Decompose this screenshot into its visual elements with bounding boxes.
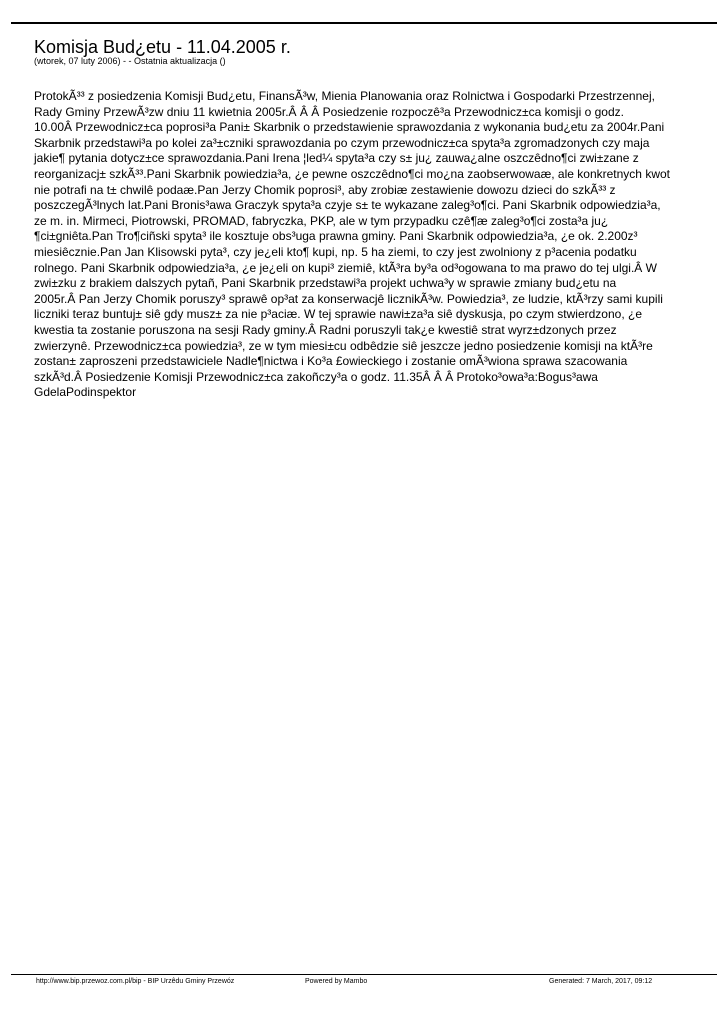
- body-line: poszczegÃ³lnych lat.Pani Bronis³awa Graczyk spyta³a czyje s± te wykazane zaleg³o¶ci. Pani Skarbnik odpowiedzia³a,: [34, 198, 661, 213]
- body-line: ¶ci±gniêta.Pan Tro¶ciñski spyta³ ile kosztuje obs³uga prawna gminy. Pani Skarbnik odpowiedzia³a, ¿e ok. 2.200z³: [34, 229, 638, 244]
- body-line: zostan± zaproszeni przedstawiciele Nadle¶nictwa i Ko³a £owieckiego i zostanie omÃ³wiona sprawa szacowania: [34, 354, 628, 369]
- body-line: zwi±zku z brakiem dalszych pytañ, Pani Skarbnik przedstawi³a projekt uchwa³y w sprawie zmiany bud¿etu na: [34, 276, 617, 291]
- body-line: szkÃ³d.Â Posiedzenie Komisji Przewodnicz±ca zakoñczy³a o godz. 11.35Â Â Â Protoko³owa³a:Bogus³awa: [34, 369, 598, 384]
- body-line: miesiêcznie.Pan Jan Klisowski pyta³, czy je¿eli kto¶ kupi, np. 5 ha ziemi, to czy jest zwolniony z p³acenia podatku: [34, 244, 637, 259]
- body-line: GdelaPodinspektor: [34, 385, 137, 400]
- document-meta: (wtorek, 07 luty 2006) - - Ostatnia aktualizacja (): [34, 56, 226, 66]
- body-line: zwierzynê. Przewodnicz±ca powiedzia³, ze w tym miesi±cu odbêdzie siê jeszcze jedno posiedzenie komisji na ktÃ³re: [34, 338, 653, 353]
- body-line: nie potrafi na t± chwilê podaæ.Pan Jerzy Chomik poprosi³, aby zrobiæ zestawienie dowozu dzieci do szkÃ³³ z: [34, 182, 616, 197]
- footer-site-url: http://www.bip.przewoz.com.pl/bip - BIP Urzêdu Gminy Przewóz: [36, 978, 235, 985]
- footer-powered-by: Powered by Mambo: [305, 978, 368, 985]
- header-divider: [11, 22, 717, 24]
- footer-generated-date: Generated: 7 March, 2017, 09:12: [549, 978, 653, 985]
- body-line: jakie¶ pytania dotycz±ce sprawozdania.Pani Irena ¦led¼ spyta³a czy s± ju¿ zauwa¿alne oszczêdno¶ci zwi±zane z: [34, 151, 639, 166]
- body-line: Rady Gminy PrzewÃ³zw dniu 11 kwietnia 2005r.Â Â Â Posiedzenie rozpoczê³a Przewodnicz±ca komisji o godz.: [34, 104, 624, 119]
- body-line: kwestia ta zostanie poruszona na sesji Rady gminy.Â Radni poruszyli tak¿e kwestiê strat wyrz±dzonych przez: [34, 322, 617, 337]
- body-line: reorganizacj± szkÃ³³.Pani Skarbnik powiedzia³a, ¿e pewne oszczêdno¶ci mo¿na zaobserwowaæ, ale konkretnych kwot: [34, 166, 670, 181]
- document-title: Komisja Bud¿etu - 11.04.2005 r.: [34, 37, 291, 57]
- body-line: liczniki teraz buntuj± siê gdy musz± za nie p³aciæ. W tej sprawie nawi±za³a siê dyskusja, po czym stwierdzono, ¿e: [34, 307, 642, 322]
- document-body: [34, 89, 686, 401]
- body-line: Skarbnik przedstawi³a po kolei za³±czniki sprawozdania po czym przewodnicz±ca spyta³a zgromadzonych czy maja: [34, 135, 650, 150]
- body-line: ProtokÃ³³ z posiedzenia Komisji Bud¿etu, FinansÃ³w, Mienia Planowania oraz Rolnictwa i Gospodarki Przestrzennej,: [34, 89, 655, 103]
- body-line: rolnego. Pani Skarbnik odpowiedzia³a, ¿e je¿eli on kupi³ ziemiê, ktÃ³ra by³a od³ogowana to ma prawo do tej ulgi.Â W: [34, 260, 657, 275]
- body-line: 2005r.Â Pan Jerzy Chomik poruszy³ sprawê op³at za konserwacjê licznikÃ³w. Powiedzia³, ze ludzie, ktÃ³rzy sami kupili: [34, 291, 663, 306]
- footer-divider: [11, 974, 717, 975]
- body-line: ze m. in. Mirmeci, Piotrowski, PROMAD, fabryczka, PKP, ale w tym przypadku czê¶æ zaleg³o¶ci zosta³a ju¿: [34, 213, 609, 228]
- body-line: 10.00Â Przewodnicz±ca poprosi³a Pani± Skarbnik o przedstawienie sprawozdania z wykonania bud¿etu za 2004r.Pani: [34, 120, 665, 135]
